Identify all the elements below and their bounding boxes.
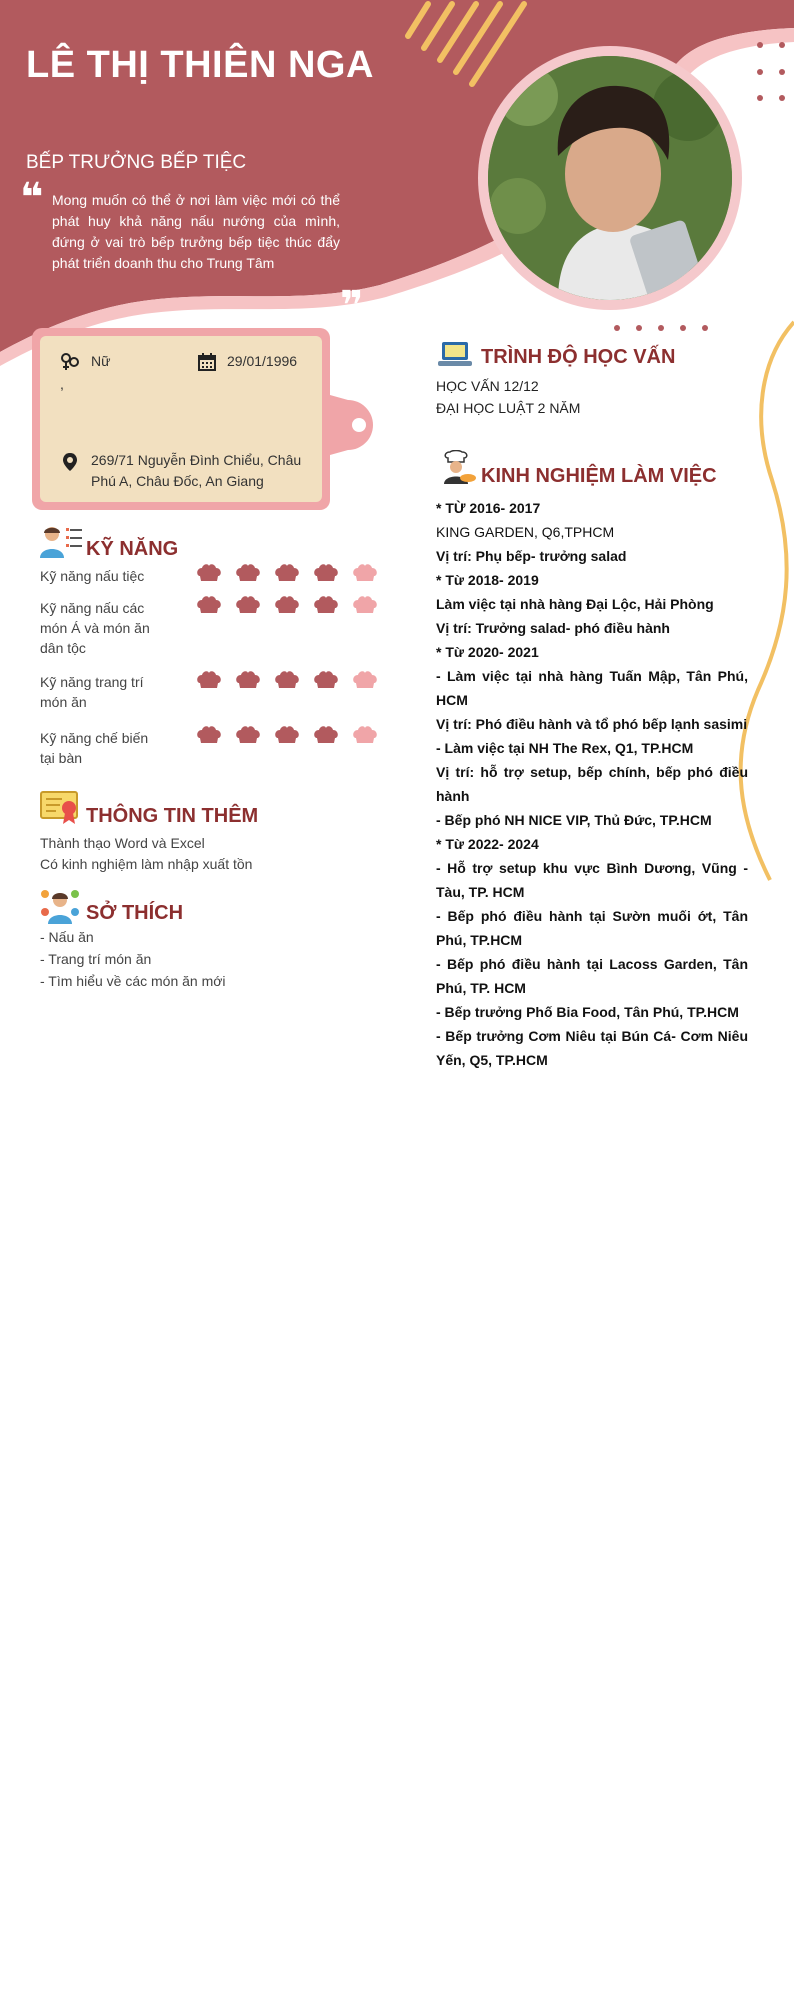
avatar [488,56,732,300]
skill-label-1: Kỹ năng nấu các món Á và món ăn dân tộc [40,600,150,656]
quote-open-icon: ❝ [20,176,44,220]
skill-label-3: Kỹ năng chế biến tại bàn [40,730,149,766]
extra-info-line-0: Thành thạo Word và Excel [40,835,205,851]
chef-hat-icon [274,564,300,584]
skill-rating-2 [196,671,382,691]
chef-hat-icon [313,671,339,691]
chef-hat-icon [352,564,378,584]
personal-info-card [40,336,322,502]
quote-close-icon: ❞ [340,284,364,328]
education-line-1: ĐẠI HỌC LUẬT 2 NĂM [436,400,581,416]
chef-icon [438,450,476,484]
extra-info-line-1: Có kinh nghiệm làm nhập xuất tồn [40,856,253,872]
extra-contact-value: , [60,376,64,392]
experience-list [436,496,748,1072]
chef-hat-icon [235,596,261,616]
experience-line: - Bếp phó điều hành tại Lacoss Garden, Tân Phú, TP. HCM [436,956,748,996]
chef-hat-icon [235,726,261,746]
experience-title: KINH NGHIỆM LÀM VIỆC [481,465,717,487]
location-icon [60,452,80,472]
chef-hat-icon [196,596,222,616]
hobbies-icon [40,888,80,924]
chef-hat-icon [235,671,261,691]
skills-title: KỸ NĂNG [86,538,179,560]
experience-line: - Bếp phó điều hành tại Sườn muối ớt, Tân Phú, TP.HCM [436,908,748,948]
experience-line: Vị trí: Phụ bếp- trưởng salad [436,548,627,564]
job-title: BẾP TRƯỞNG BẾP TIỆC [26,152,247,173]
chef-hat-icon [313,564,339,584]
experience-line: Vị trí: Trưởng salad- phó điều hành [436,620,670,636]
chef-hat-icon [352,671,378,691]
career-objective: Mong muốn có thể ở nơi làm việc mới có thể phát huy khả năng nấu nướng của mình, đứng ở vai trò bếp trưởng bếp tiệc thúc đẩy phát triển doanh thu cho Trung Tâm [52,192,340,271]
gender-value: Nữ [91,353,111,369]
skill-label-0: Kỹ năng nấu tiệc [40,568,145,584]
skill-label-2: Kỹ năng trang trí món ăn [40,674,144,710]
education-title: TRÌNH ĐỘ HỌC VẤN [481,346,676,368]
skill-rating-1 [196,596,382,616]
hobby-item-1: - Trang trí món ăn [40,951,152,967]
hobby-item-0: - Nấu ăn [40,929,94,945]
experience-line: * Từ 2018- 2019 [436,572,539,588]
experience-line: Làm việc tại nhà hàng Đại Lộc, Hải Phòng [436,596,714,612]
chef-hat-icon [313,596,339,616]
experience-line: * Từ 2020- 2021 [436,644,539,660]
birthday-value: 29/01/1996 [227,353,298,369]
experience-line: - Bếp trưởng Phố Bia Food, Tân Phú, TP.HCM [436,1004,739,1020]
experience-line: * TỪ 2016- 2017 [436,500,541,516]
chef-hat-icon [274,671,300,691]
avatar-frame [478,46,742,310]
chef-hat-icon [274,596,300,616]
calendar-icon [197,352,217,372]
chef-hat-icon [196,726,222,746]
candidate-name: LÊ THỊ THIÊN NGA [26,44,374,86]
experience-line: - Làm việc tại NH The Rex, Q1, TP.HCM [436,740,694,756]
skills-icon [40,524,84,558]
experience-line: Vị trí: Phó điều hành và tổ phó bếp lạnh sasimi [436,716,748,732]
education-line-0: HỌC VẤN 12/12 [436,378,539,394]
hobby-item-2: - Tìm hiểu về các món ăn mới [40,973,226,989]
experience-line: - Làm việc tại nhà hàng Tuấn Mập, Tân Phú, HCM [436,668,748,708]
experience-line: KING GARDEN, Q6,TPHCM [436,524,615,540]
skill-rating-0 [196,564,382,584]
laptop-icon [438,340,472,368]
chef-hat-icon [352,596,378,616]
experience-line: - Hỗ trợ setup khu vực Bình Dương, Vũng - Tàu, TP. HCM [436,860,748,900]
gender-icon [60,352,80,372]
chef-hat-icon [196,564,222,584]
address-value: 269/71 Nguyễn Đình Chiểu, Châu Phú A, Châu Đốc, An Giang [91,452,302,489]
experience-line: - Bếp trưởng Cơm Niêu tại Bún Cá- Cơm Niêu Yến, Q5, TP.HCM [436,1028,748,1068]
chef-hat-icon [352,726,378,746]
chef-hat-icon [274,726,300,746]
extra-info-title: THÔNG TIN THÊM [86,805,259,827]
skill-rating-3 [196,726,382,746]
experience-line: * Từ 2022- 2024 [436,836,539,852]
certificate-icon [40,790,80,826]
experience-line: Vị trí: hỗ trợ setup, bếp chính, bếp phó điều hành [436,764,748,804]
wave-decoration [741,322,794,880]
chef-hat-icon [196,671,222,691]
experience-line: - Bếp phó NH NICE VIP, Thủ Đức, TP.HCM [436,812,712,828]
chef-hat-icon [313,726,339,746]
hobbies-title: SỞ THÍCH [86,902,184,924]
chef-hat-icon [235,564,261,584]
